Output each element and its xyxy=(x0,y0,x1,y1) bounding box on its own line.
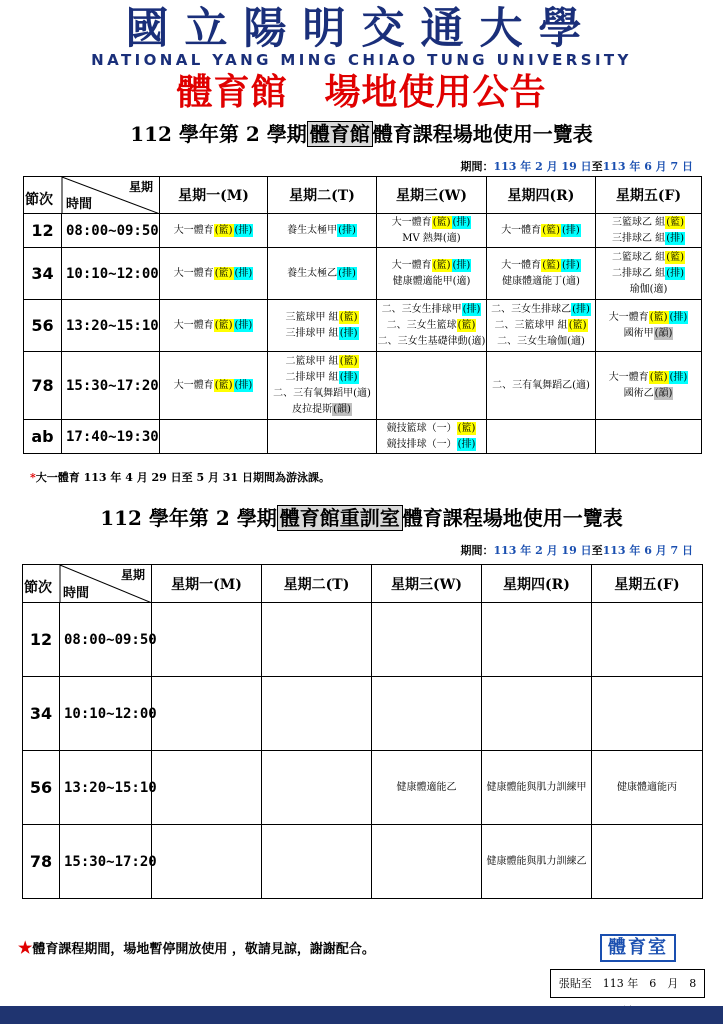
class-cell xyxy=(372,677,482,751)
class-entry xyxy=(487,223,595,239)
time-header: 時間 xyxy=(63,586,90,601)
class-cell xyxy=(160,420,268,454)
venue-tag: (排) xyxy=(339,371,358,383)
class-cell xyxy=(268,300,377,352)
venue-tag: (排) xyxy=(462,303,481,315)
class-cell xyxy=(160,214,268,248)
period-start: 113 年 2 月 19 日 xyxy=(493,544,592,557)
slot-cell: 56 xyxy=(24,300,62,352)
class-cell xyxy=(377,420,487,454)
venue-tag: (籃) xyxy=(339,355,358,367)
schedule-row xyxy=(23,677,703,751)
venue-tag: (籃) xyxy=(542,224,560,236)
period-label: 期間： xyxy=(460,160,494,173)
section2-title xyxy=(0,504,723,532)
day-header-tue: 星期二(T) xyxy=(268,177,377,214)
venue-tag: (籃) xyxy=(432,259,451,271)
class-cell xyxy=(596,352,702,420)
slot-cell: 34 xyxy=(23,677,60,751)
time-cell: 08:00~09:50 xyxy=(60,603,152,677)
class-entry xyxy=(596,231,701,247)
class-name: 皮拉提斯 xyxy=(292,403,333,415)
class-name: 瑜伽 xyxy=(629,283,650,295)
venue-tag: (排) xyxy=(669,371,688,383)
class-cell xyxy=(487,214,596,248)
class-name: 養生太極乙 xyxy=(287,267,338,279)
slot-header: 節次 xyxy=(25,192,53,208)
class-cell xyxy=(262,603,372,677)
class-name: 國術甲 xyxy=(623,327,654,339)
day-header-tue: 星期二(T) xyxy=(262,565,372,603)
class-name: MV 熱舞 xyxy=(402,232,443,244)
class-entry xyxy=(487,302,595,318)
class-name: 二、三女生瑜伽 xyxy=(497,335,568,347)
class-name: 二、三女生排球甲 xyxy=(381,303,462,315)
venue-tag: (排) xyxy=(338,224,356,236)
class-name: 二、三女生排球乙 xyxy=(491,303,572,315)
class-cell xyxy=(268,248,377,300)
class-name: 三籃球甲 組 xyxy=(285,311,339,323)
venue-tag: (韻) xyxy=(654,387,673,399)
slot-cell: 78 xyxy=(24,352,62,420)
venue-tag: (籃) xyxy=(542,259,560,271)
section1-title xyxy=(0,120,723,148)
venue-tag: (籃) xyxy=(457,319,476,331)
class-name: (適) xyxy=(562,275,580,287)
class-cell xyxy=(377,214,487,248)
class-name: (適) xyxy=(649,283,668,295)
time-header: 時間 xyxy=(66,197,93,212)
venue-tag: (排) xyxy=(572,303,590,315)
day-header-wed: 星期三(W) xyxy=(372,565,482,603)
class-entry xyxy=(377,215,486,231)
class-entry xyxy=(487,318,595,334)
class-cell xyxy=(596,420,702,454)
day-header-thu: 星期四(R) xyxy=(487,177,596,214)
posting-date: 張貼至 113 年 6 月 8 xyxy=(550,969,705,998)
section2-title-suffix: 體育課程場地使用一覽表 xyxy=(402,506,623,530)
class-name: 二、三有氧舞蹈甲 xyxy=(273,387,354,399)
class-name: (適) xyxy=(467,335,486,347)
class-entry xyxy=(596,282,701,298)
class-name: 二、三女生基礎律動 xyxy=(377,335,468,347)
section1-title-prefix: 112 學年第 2 學期 xyxy=(130,122,307,146)
section1-venue-box: 體育館 xyxy=(307,121,373,147)
time-cell: 10:10~12:00 xyxy=(60,677,152,751)
time-cell: 17:40~19:30 xyxy=(62,420,160,454)
class-entry xyxy=(160,318,267,334)
venue-tag: (籃) xyxy=(649,371,668,383)
section2-title-prefix: 112 學年第 2 學期 xyxy=(100,506,277,530)
class-entry xyxy=(377,258,486,274)
day-header-mon: 星期一(M) xyxy=(160,177,268,214)
class-cell xyxy=(482,603,592,677)
class-name: 健康體適能丁 xyxy=(502,275,563,287)
class-name: 大一體育 xyxy=(391,259,432,271)
venue-tag: (排) xyxy=(457,438,476,450)
class-entry xyxy=(377,437,486,453)
day-header-fri: 星期五(F) xyxy=(592,565,703,603)
class-entry xyxy=(596,386,701,402)
class-name: 大一體育 xyxy=(391,216,432,228)
venue-tag: (排) xyxy=(338,267,356,279)
class-cell: 健康體能與肌力訓練乙 xyxy=(482,825,592,899)
period-end: 113 年 6 月 7 日 xyxy=(602,160,693,173)
class-cell xyxy=(268,420,377,454)
class-name: 二排球乙 組 xyxy=(612,267,666,279)
class-cell xyxy=(152,677,262,751)
venue-tag: (排) xyxy=(234,224,253,236)
venue-tag: (排) xyxy=(234,379,253,391)
class-entry xyxy=(268,354,376,370)
weekday-header: 星期 xyxy=(128,180,153,194)
venue-tag: (籃) xyxy=(666,251,684,263)
swim-note xyxy=(30,469,330,485)
class-cell xyxy=(487,420,596,454)
class-name: (適) xyxy=(452,275,471,287)
venue-tag: (韻) xyxy=(654,327,673,339)
class-cell: 健康體適能乙 xyxy=(372,751,482,825)
class-cell xyxy=(372,603,482,677)
time-cell: 15:30~17:20 xyxy=(60,825,152,899)
weekday-header: 星期 xyxy=(120,568,145,582)
class-name: 三籃球乙 組 xyxy=(612,216,666,228)
venue-tag: (排) xyxy=(452,216,471,228)
class-cell xyxy=(372,825,482,899)
class-cell xyxy=(487,300,596,352)
class-cell xyxy=(262,751,372,825)
class-cell xyxy=(487,352,596,420)
class-name: 大一體育 xyxy=(501,259,542,271)
time-cell: 13:20~15:10 xyxy=(60,751,152,825)
schedule-row xyxy=(24,300,702,352)
class-name: 二、三籃球甲 組 xyxy=(494,319,568,331)
class-entry xyxy=(377,421,486,437)
venue-tag: (籃) xyxy=(568,319,587,331)
class-entry xyxy=(596,326,701,342)
class-cell xyxy=(262,677,372,751)
class-entry xyxy=(377,334,486,350)
class-entry xyxy=(377,318,486,334)
class-name: 大一體育 xyxy=(173,224,214,236)
class-entry xyxy=(596,310,701,326)
class-cell xyxy=(487,248,596,300)
class-entry xyxy=(160,378,267,394)
class-name: 競技籃球（一） xyxy=(386,422,457,434)
class-name: (適) xyxy=(567,335,585,347)
period-end: 113 年 6 月 7 日 xyxy=(602,544,693,557)
class-name: 健康體適能甲 xyxy=(392,275,453,287)
class-cell xyxy=(596,300,702,352)
class-cell xyxy=(592,677,703,751)
section1-title-suffix: 體育課程場地使用一覽表 xyxy=(372,122,593,146)
class-entry xyxy=(596,370,701,386)
class-entry xyxy=(160,223,267,239)
schedule-row xyxy=(24,248,702,300)
class-name: 二、三女生籃球 xyxy=(386,319,457,331)
day-header-wed: 星期三(W) xyxy=(377,177,487,214)
schedule-row xyxy=(23,603,703,677)
day-header-mon: 星期一(M) xyxy=(152,565,262,603)
venue-tag: (籃) xyxy=(649,311,668,323)
class-cell xyxy=(596,214,702,248)
class-cell xyxy=(152,825,262,899)
slot-cell: 56 xyxy=(23,751,60,825)
slot-header: 節次 xyxy=(24,580,52,596)
class-cell xyxy=(160,300,268,352)
table-corner-header xyxy=(24,177,160,214)
schedule-row xyxy=(24,352,702,420)
class-cell xyxy=(596,248,702,300)
schedule-row xyxy=(24,214,702,248)
venue-tag: (籃) xyxy=(457,422,476,434)
weight-room-schedule-table xyxy=(22,564,703,899)
class-cell xyxy=(482,677,592,751)
class-name: 大一體育 xyxy=(501,224,542,236)
schedule-row xyxy=(24,420,702,454)
class-entry xyxy=(487,378,595,394)
slot-cell: 34 xyxy=(24,248,62,300)
class-name: 三排球甲 組 xyxy=(285,327,339,339)
university-name-en: NATIONAL YANG MING CHIAO TUNG UNIVERSITY xyxy=(91,51,632,69)
class-entry xyxy=(268,370,376,386)
class-name: (適) xyxy=(442,232,461,244)
class-entry xyxy=(160,266,267,282)
time-cell: 08:00~09:50 xyxy=(62,214,160,248)
day-header-thu: 星期四(R) xyxy=(482,565,592,603)
class-entry xyxy=(268,386,376,402)
star-icon: ★ xyxy=(18,938,33,957)
class-cell xyxy=(377,352,487,420)
venue-tag: (排) xyxy=(234,319,253,331)
class-cell xyxy=(592,825,703,899)
class-cell xyxy=(262,825,372,899)
asterisk: * xyxy=(30,471,36,484)
class-cell xyxy=(160,248,268,300)
venue-tag: (籃) xyxy=(432,216,451,228)
class-cell: 健康體適能丙 xyxy=(592,751,703,825)
class-entry xyxy=(268,310,376,326)
class-name: 二籃球乙 組 xyxy=(612,251,666,263)
class-name: 國術乙 xyxy=(623,387,654,399)
period-start: 113 年 2 月 19 日 xyxy=(493,160,592,173)
venue-tag: (籃) xyxy=(214,267,233,279)
swim-note-text: 大一體育 113 年 4 月 29 日至 5 月 31 日期間為游泳課。 xyxy=(35,471,330,484)
period-to: 至 xyxy=(591,160,603,173)
class-name: (適) xyxy=(572,379,590,391)
university-name-zh: 國立陽明交通大學 xyxy=(125,4,598,54)
class-entry xyxy=(487,274,595,290)
gym-schedule-table xyxy=(23,176,702,454)
section2-period xyxy=(461,542,694,558)
class-name: 大一體育 xyxy=(608,311,649,323)
class-entry xyxy=(596,266,701,282)
venue-tag: (籃) xyxy=(214,224,233,236)
venue-tag: (排) xyxy=(562,224,580,236)
class-name: (適) xyxy=(353,387,371,399)
class-cell xyxy=(160,352,268,420)
venue-tag: (排) xyxy=(339,327,358,339)
class-cell xyxy=(268,214,377,248)
period-to: 至 xyxy=(591,544,603,557)
table-corner-header xyxy=(23,565,152,603)
class-name: 二、三有氧舞蹈乙 xyxy=(492,379,573,391)
section1-period xyxy=(461,158,694,174)
venue-tag: (籃) xyxy=(666,216,684,228)
footer-bar xyxy=(0,1006,723,1024)
slot-cell: ab xyxy=(24,420,62,454)
class-entry xyxy=(268,223,376,239)
venue-tag: (韻) xyxy=(333,403,351,415)
venue-tag: (排) xyxy=(562,259,580,271)
slot-cell: 12 xyxy=(23,603,60,677)
schedule-row xyxy=(23,825,703,899)
class-entry xyxy=(377,231,486,247)
class-entry xyxy=(377,274,486,290)
class-cell xyxy=(152,603,262,677)
announcement-title: 體育館 場地使用公告 xyxy=(176,71,547,113)
class-name: 大一體育 xyxy=(173,267,214,279)
class-entry xyxy=(268,402,376,418)
class-cell xyxy=(377,248,487,300)
class-cell: 健康體能與肌力訓練甲 xyxy=(482,751,592,825)
time-cell: 13:20~15:10 xyxy=(62,300,160,352)
section2-venue-box: 體育館重訓室 xyxy=(277,505,403,531)
venue-tag: (排) xyxy=(666,267,684,279)
class-cell xyxy=(152,751,262,825)
day-header-fri: 星期五(F) xyxy=(596,177,702,214)
venue-tag: (籃) xyxy=(214,379,233,391)
time-cell: 10:10~12:00 xyxy=(62,248,160,300)
period-label: 期間： xyxy=(460,544,494,557)
venue-tag: (排) xyxy=(666,232,684,244)
class-entry xyxy=(268,326,376,342)
class-entry xyxy=(596,250,701,266)
class-name: 競技排球（一） xyxy=(386,438,457,450)
class-entry xyxy=(596,215,701,231)
class-entry xyxy=(487,258,595,274)
venue-tag: (籃) xyxy=(339,311,358,323)
class-name: 大一體育 xyxy=(173,379,214,391)
banner xyxy=(0,0,723,114)
class-entry xyxy=(487,334,595,350)
venue-tag: (排) xyxy=(234,267,253,279)
schedule-row xyxy=(23,751,703,825)
class-name: 養生太極甲 xyxy=(287,224,338,236)
time-cell: 15:30~17:20 xyxy=(62,352,160,420)
class-name: 二籃球甲 組 xyxy=(285,355,339,367)
class-cell xyxy=(268,352,377,420)
office-stamp: 體育室 xyxy=(600,934,676,962)
slot-cell: 12 xyxy=(24,214,62,248)
class-name: 二排球甲 組 xyxy=(285,371,339,383)
class-entry xyxy=(377,302,486,318)
slot-cell: 78 xyxy=(23,825,60,899)
class-cell xyxy=(377,300,487,352)
class-cell xyxy=(592,603,703,677)
class-name: 大一體育 xyxy=(608,371,649,383)
class-name: 大一體育 xyxy=(173,319,214,331)
class-entry xyxy=(268,266,376,282)
venue-tag: (排) xyxy=(452,259,471,271)
closure-notice-text: 體育課程期間，場地暫停開放使用 ，敬請見諒，謝謝配合。 xyxy=(32,942,375,957)
venue-tag: (排) xyxy=(669,311,688,323)
closure-notice xyxy=(18,938,375,957)
class-name: 三排球乙 組 xyxy=(612,232,666,244)
venue-tag: (籃) xyxy=(214,319,233,331)
